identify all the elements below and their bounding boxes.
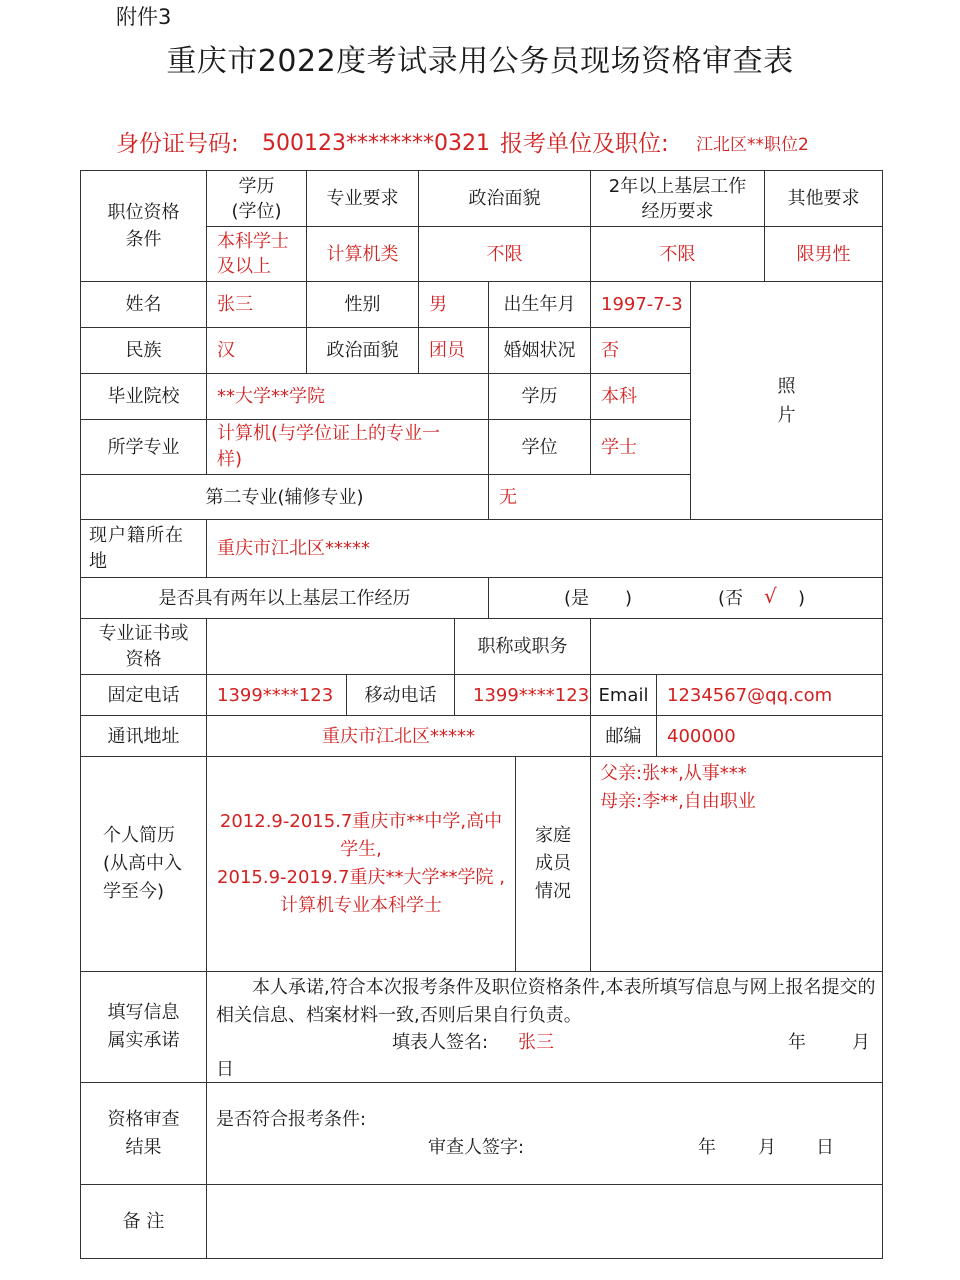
name-label: 姓名 <box>125 294 162 315</box>
ethnicity-label: 民族 <box>125 340 162 361</box>
family-content[interactable]: 父亲:张**,从事*** 母亲:李**,自由职业 <box>600 763 756 812</box>
req-political-header: 政治面貌 <box>468 188 541 209</box>
req-major-value: 计算机类 <box>326 243 399 265</box>
experience-yes-option[interactable]: (是 ) <box>564 588 633 609</box>
pledge-signer[interactable]: 张三 <box>518 1032 554 1053</box>
gender-label: 性别 <box>344 294 381 315</box>
req-experience-value: 不限 <box>659 243 696 265</box>
pledge-text: 本人承诺,符合本次报考条件及职位资格条件,本表所填写信息与网上报名提交的相关信息、档案材料一致,否则后果自行负责。 <box>216 977 876 1026</box>
pledge-day: 日 <box>216 1059 234 1080</box>
title-label: 职称或职务 <box>477 636 568 657</box>
review-day: 日 <box>816 1137 834 1158</box>
birth-label: 出生年月 <box>503 294 576 315</box>
title-value[interactable] <box>591 619 882 674</box>
pledge-year: 年 <box>788 1032 806 1053</box>
mobile-label: 移动电话 <box>364 684 437 706</box>
school-value[interactable]: **大学**学院 <box>217 386 325 407</box>
email-value[interactable]: 1234567@qq.com <box>667 684 833 706</box>
resume-content[interactable]: 2012.9-2015.7重庆市**中学,高中 学生, 2015.9-2019.7重庆**大学**学院 , 计算机专业本科学士 <box>217 811 505 916</box>
checkmark-icon: √ <box>764 584 777 608</box>
postcode-label: 邮编 <box>605 725 642 747</box>
email-label: Email <box>598 684 649 706</box>
resume-label: 个人简历 (从高中入 学至今) <box>103 825 183 902</box>
family-label: 家庭 成员 情况 <box>535 825 571 902</box>
degree-edu-label: 学历 <box>521 386 558 407</box>
id-label: 身份证号码: <box>116 131 239 157</box>
unit-value: 江北区**职位2 <box>696 135 809 155</box>
req-education-header: 学历 (学位) <box>231 175 282 222</box>
experience-close-paren: ) <box>798 588 806 609</box>
req-experience-header: 2年以上基层工作 经历要求 <box>608 175 747 222</box>
pledge-month: 月 <box>852 1032 870 1053</box>
review-question: 是否符合报考条件: <box>216 1109 367 1130</box>
ethnicity-value[interactable]: 汉 <box>217 340 235 361</box>
second-major-label: 第二专业(辅修专业) <box>205 486 364 508</box>
page-title: 重庆市2022度考试录用公务员现场资格审查表 <box>166 44 794 79</box>
req-other-header: 其他要求 <box>787 188 860 209</box>
second-major-value[interactable]: 无 <box>499 486 517 508</box>
remarks-label: 备 注 <box>122 1211 165 1232</box>
experience-label: 是否具有两年以上基层工作经历 <box>158 587 411 609</box>
req-education-value: 本科学士 及以上 <box>217 231 289 277</box>
review-month: 月 <box>758 1137 776 1158</box>
household-label: 现户籍所在 地 <box>89 524 184 572</box>
photo-placeholder[interactable]: 照 片 <box>777 375 796 426</box>
marital-label: 婚姻状况 <box>503 340 576 361</box>
pledge-label: 填写信息 属实承诺 <box>107 1002 180 1051</box>
postcode-value[interactable]: 400000 <box>667 725 736 747</box>
position-requirements-label: 职位资格 条件 <box>107 202 180 250</box>
major-label: 所学专业 <box>107 436 180 458</box>
certificate-value[interactable] <box>207 619 454 674</box>
phone-value[interactable]: 1399****123 <box>217 684 334 706</box>
unit-label: 报考单位及职位: <box>500 131 669 157</box>
address-label: 通讯地址 <box>107 725 180 747</box>
review-label: 资格审查 结果 <box>107 1108 180 1158</box>
degree-edu-value[interactable]: 本科 <box>601 386 637 407</box>
certificate-label: 专业证书或 资格 <box>98 622 189 670</box>
name-value[interactable]: 张三 <box>217 294 253 315</box>
phone-label: 固定电话 <box>107 684 180 706</box>
req-political-value: 不限 <box>486 243 523 265</box>
gender-value[interactable]: 男 <box>429 294 447 315</box>
remarks-value[interactable] <box>207 1185 882 1258</box>
attachment-label: 附件3 <box>116 5 172 29</box>
school-label: 毕业院校 <box>107 386 180 407</box>
req-major-header: 专业要求 <box>326 188 399 209</box>
political-label: 政治面貌 <box>326 340 399 361</box>
pledge-signer-label: 填表人签名: <box>392 1032 489 1053</box>
major-value[interactable]: 计算机(与学位证上的专业一 样) <box>217 423 441 470</box>
id-value: 500123********0321 <box>262 131 490 156</box>
address-value[interactable]: 重庆市江北区***** <box>322 725 475 747</box>
marital-value[interactable]: 否 <box>601 340 619 361</box>
req-other-value: 限男性 <box>796 243 851 265</box>
degree-label: 学位 <box>521 436 558 458</box>
degree-value[interactable]: 学士 <box>601 436 637 458</box>
birth-value[interactable]: 1997-7-3 <box>601 294 683 315</box>
mobile-value[interactable]: 1399****123 <box>473 684 590 706</box>
household-value[interactable]: 重庆市江北区***** <box>217 538 370 559</box>
review-year: 年 <box>698 1137 716 1158</box>
political-value[interactable]: 团员 <box>429 340 465 361</box>
review-signer-label: 审查人签字: <box>428 1137 525 1158</box>
experience-no-option[interactable]: (否 <box>718 588 744 609</box>
